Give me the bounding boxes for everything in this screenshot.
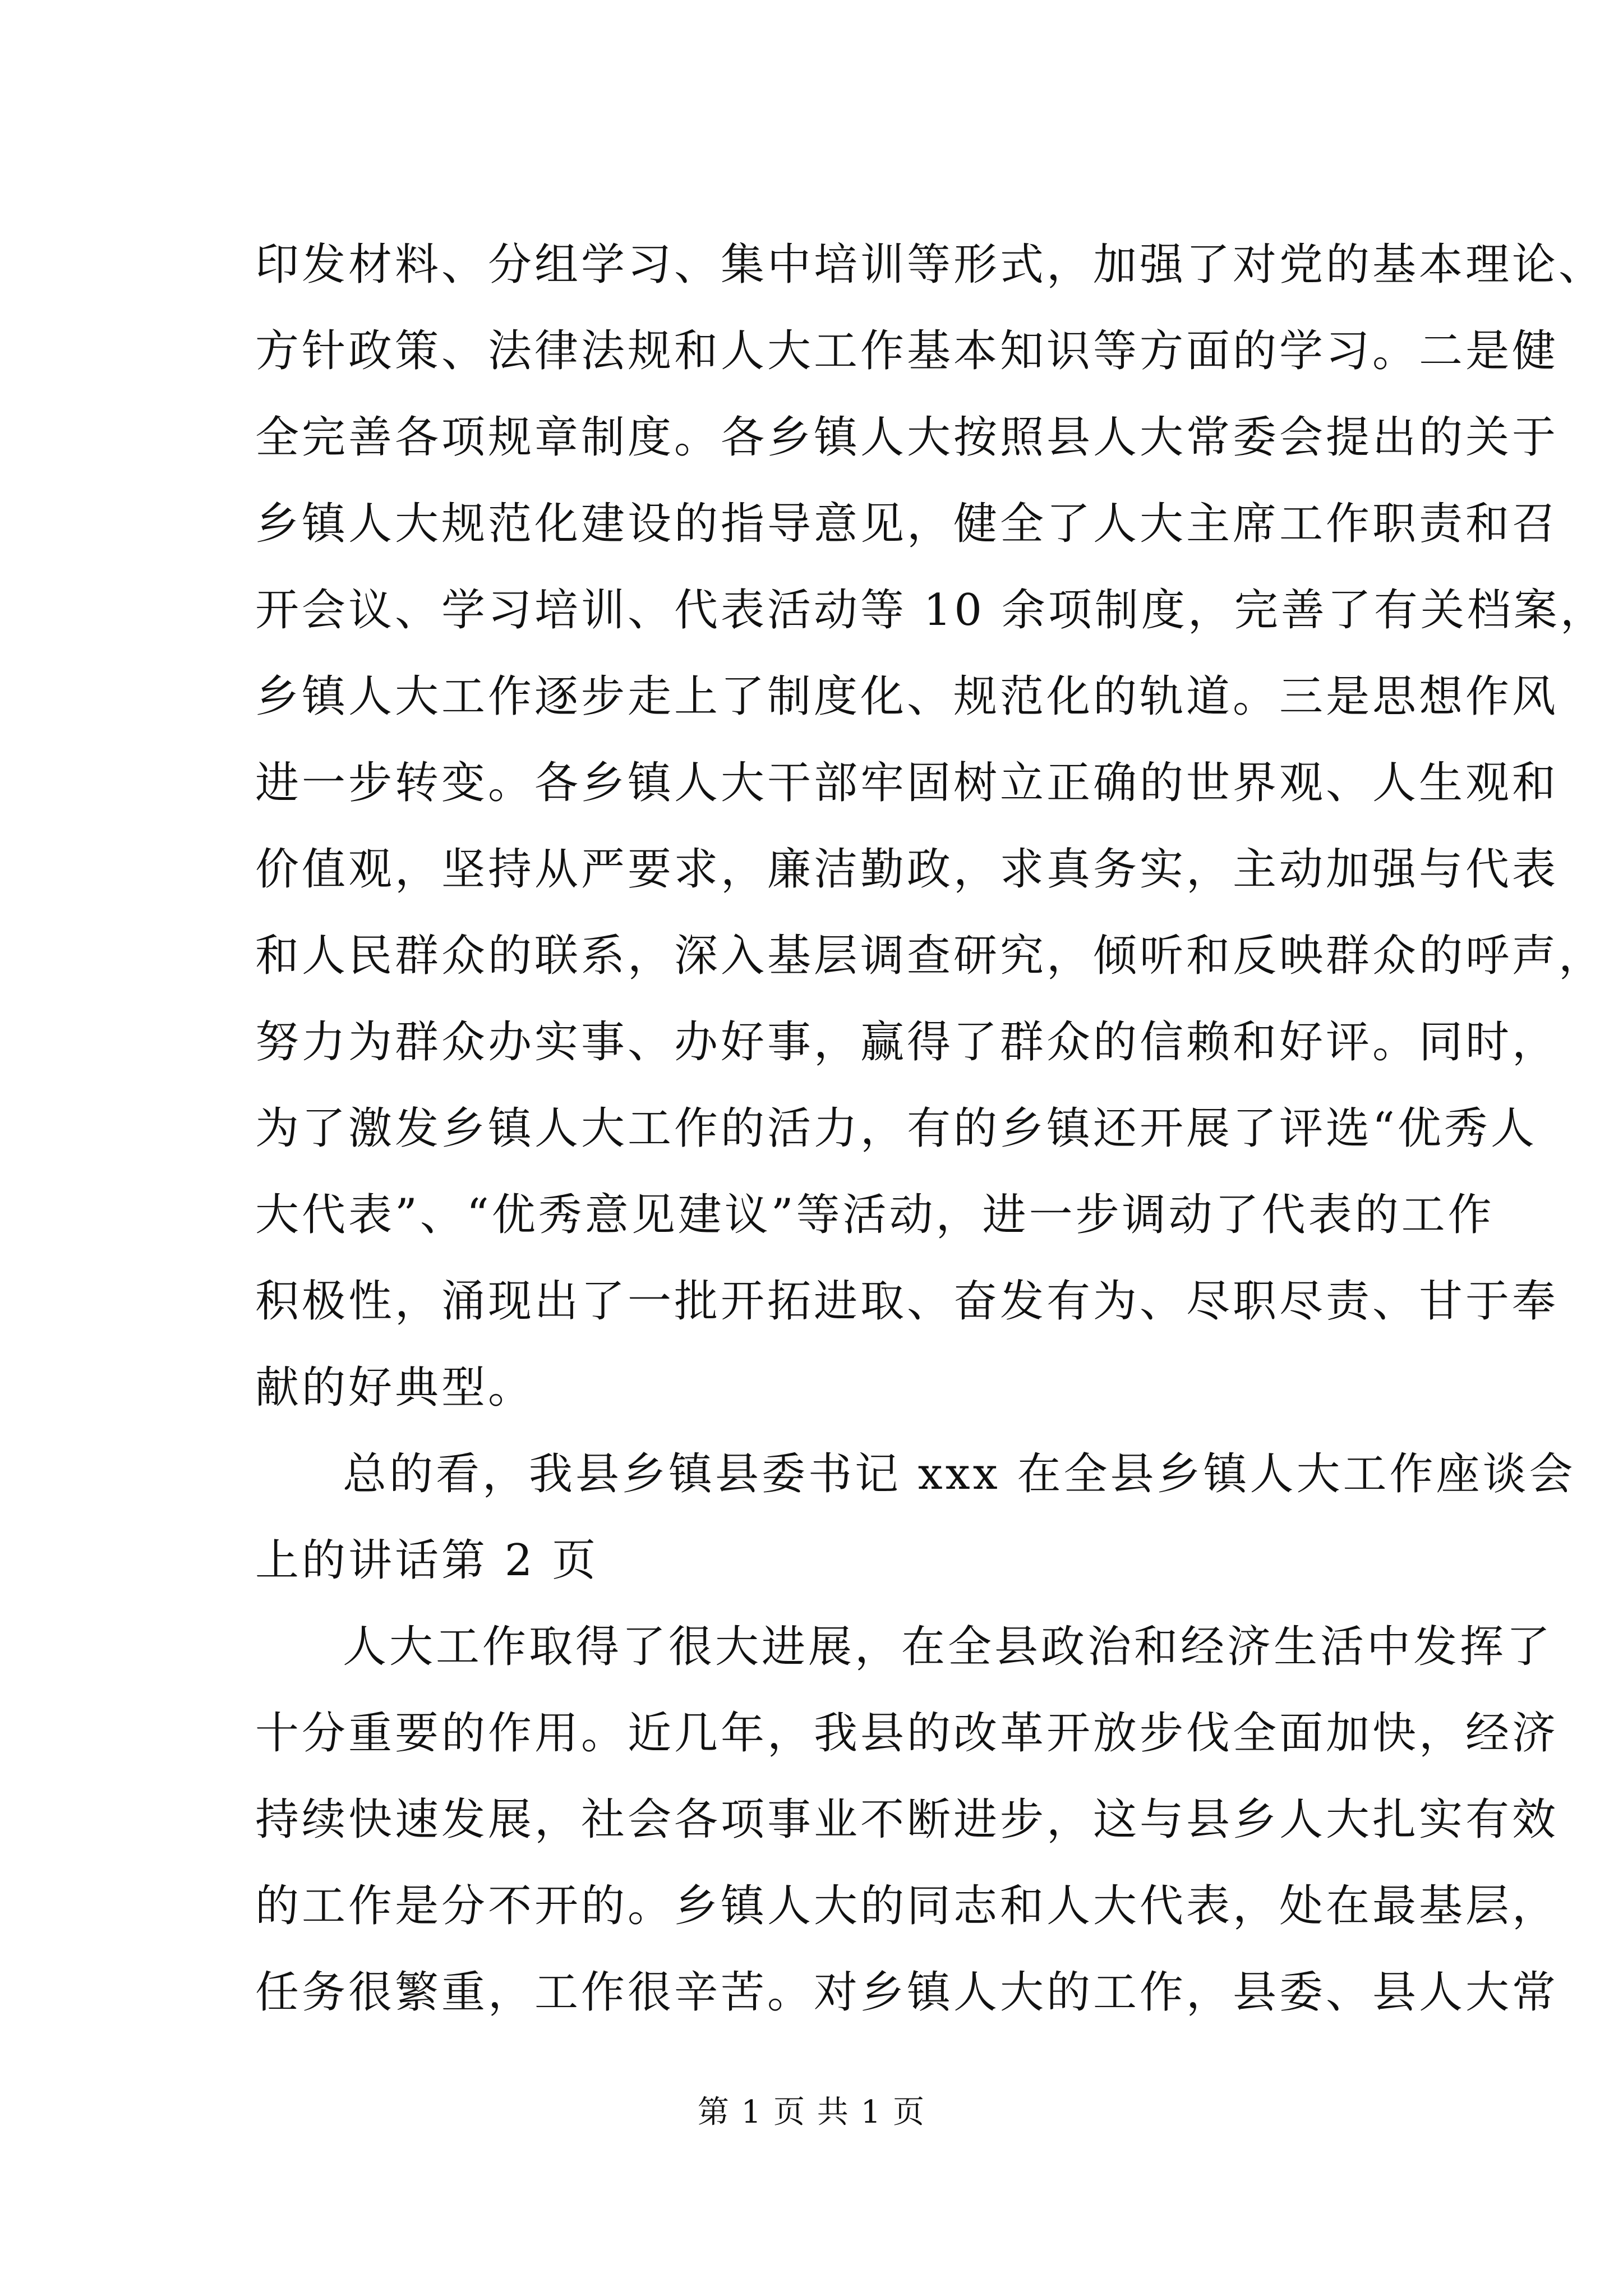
paragraph-line: 献的好典型。 [255, 1363, 535, 1413]
paragraph-line: 上的讲话第 2 页 [255, 1535, 599, 1586]
paragraph-line: 进一步转变。各乡镇人大干部牢固树立正确的世界观、人生观和 [255, 758, 1559, 808]
paragraph-line: 大代表”、“优秀意见建议”等活动，进一步调动了代表的工作 [255, 1190, 1495, 1240]
paragraph-line: 人大工作取得了很大进展，在全县政治和经济生活中发挥了 [343, 1622, 1553, 1672]
paragraph-line: 开会议、学习培训、代表活动等 10 余项制度，完善了有关档案， [255, 585, 1607, 636]
paragraph-line: 印发材料、分组学习、集中培训等形式，加强了对党的基本理论、 [255, 240, 1606, 290]
paragraph-line: 为了激发乡镇人大工作的活力，有的乡镇还开展了评选“优秀人 [255, 1103, 1537, 1154]
document-body [255, 222, 1607, 2036]
paragraph-line: 努力为群众办实事、办好事，赢得了群众的信赖和好评。同时， [255, 1017, 1559, 1068]
paragraph-line: 十分重要的作用。近几年，我县的改革开放步伐全面加快，经济 [255, 1708, 1559, 1759]
paragraph-line: 积极性，涌现出了一批开拓进取、奋发有为、尽职尽责、甘于奉 [255, 1276, 1559, 1327]
paragraph-line: 全完善各项规章制度。各乡镇人大按照县人大常委会提出的关于 [255, 412, 1559, 463]
paragraph-line: 方针政策、法律法规和人大工作基本知识等方面的学习。二是健 [255, 326, 1559, 376]
paragraph-line: 的工作是分不开的。乡镇人大的同志和人大代表，处在最基层， [255, 1881, 1559, 1931]
paragraph-line: 任务很繁重，工作很辛苦。对乡镇人大的工作，县委、县人大常 [255, 1967, 1559, 2018]
paragraph-line: 乡镇人大规范化建设的指导意见，健全了人大主席工作职责和召 [255, 499, 1559, 549]
paragraph-line: 乡镇人大工作逐步走上了制度化、规范化的轨道。三是思想作风 [255, 671, 1559, 722]
page-number-footer: 第 1 页 共 1 页 [697, 2094, 926, 2131]
paragraph-line: 价值观，坚持从严要求，廉洁勤政，求真务实，主动加强与代表 [255, 844, 1559, 895]
paragraph-line: 持续快速发展，社会各项事业不断进步，这与县乡人大扎实有效 [255, 1795, 1559, 1845]
paragraph-line: 和人民群众的联系，深入基层调查研究，倾听和反映群众的呼声， [255, 931, 1606, 981]
paragraph-line: 总的看，我县乡镇县委书记 xxx 在全县乡镇人大工作座谈会 [343, 1449, 1576, 1499]
